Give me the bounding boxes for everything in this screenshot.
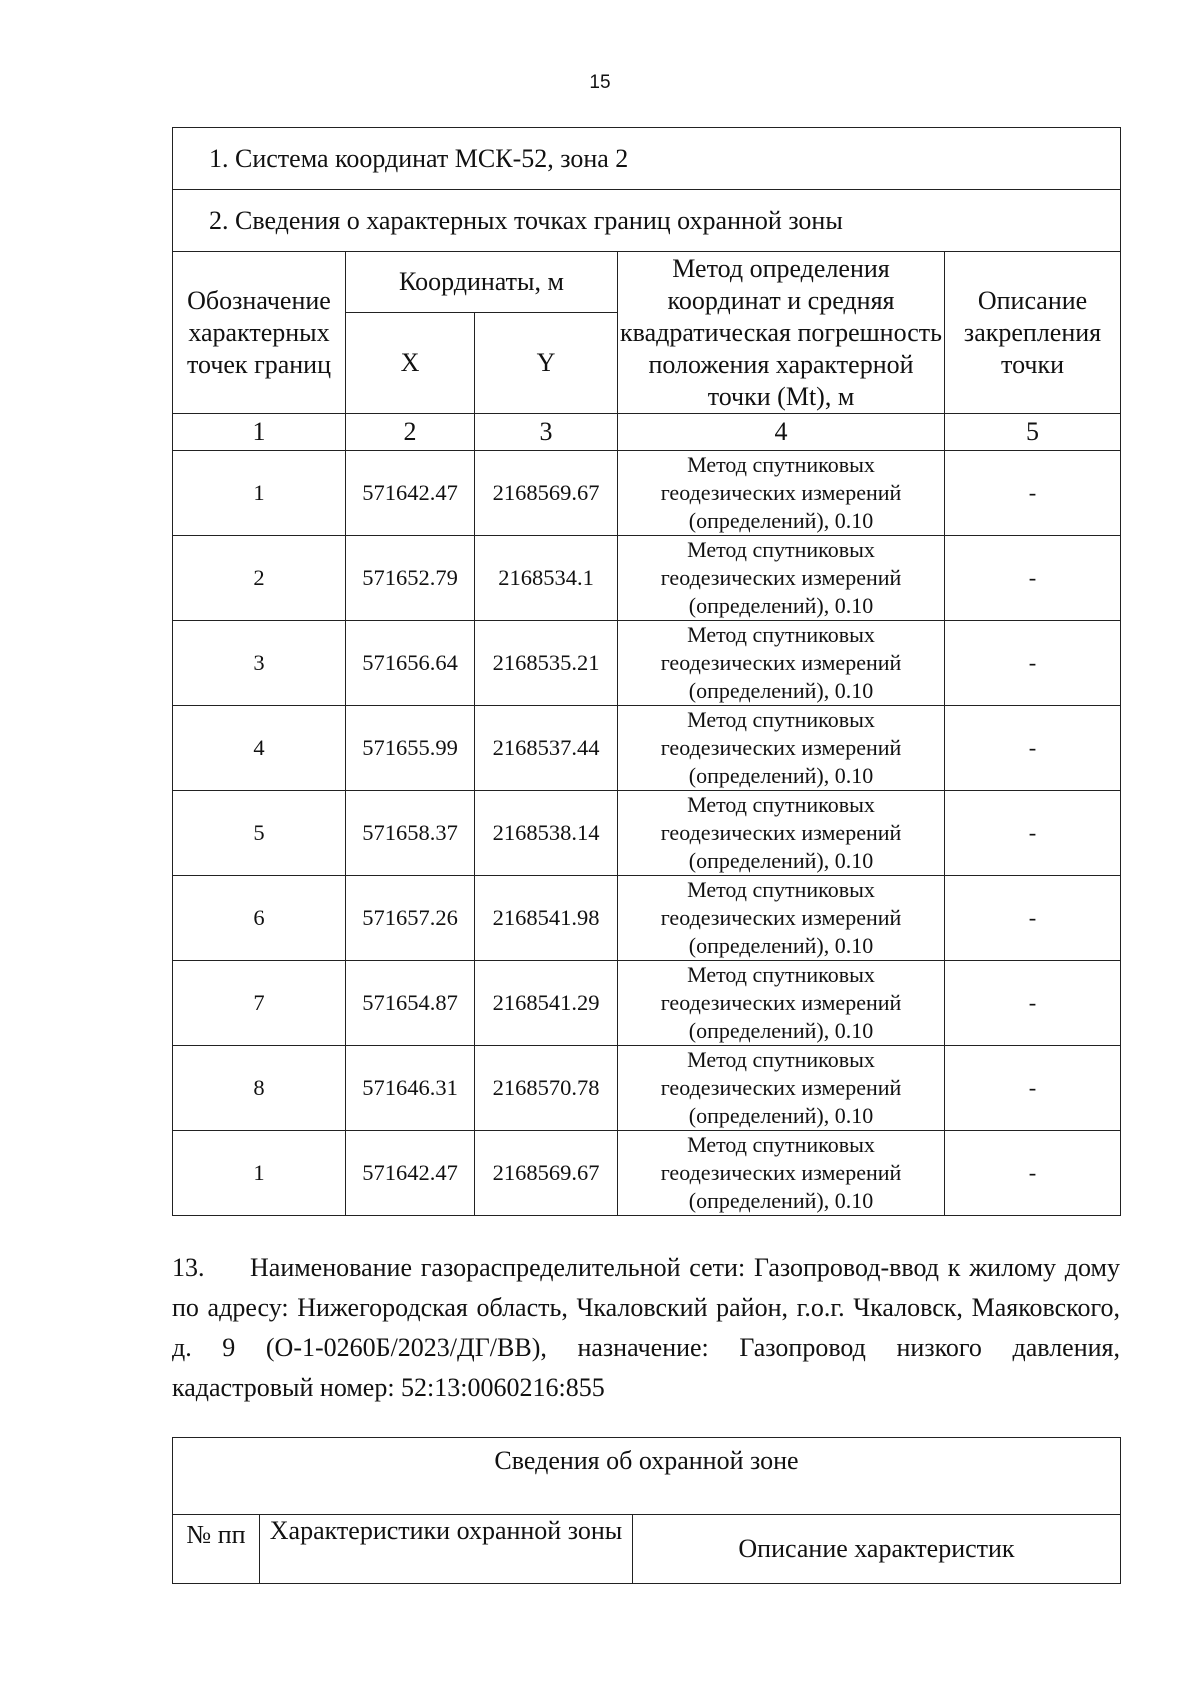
boundary-points-heading: 2. Сведения о характерных точках границ охранной зоны xyxy=(173,190,1121,252)
coordinates-header: Координаты, м xyxy=(346,252,618,313)
characteristics-description-header: Описание характеристик xyxy=(633,1515,1121,1584)
description-value: - xyxy=(945,536,1121,621)
x-value: 571657.26 xyxy=(346,876,475,961)
description-value: - xyxy=(945,1046,1121,1131)
point-id: 7 xyxy=(173,961,346,1046)
table-row xyxy=(173,706,1121,791)
table-row xyxy=(173,621,1121,706)
y-value: 2168541.29 xyxy=(475,961,618,1046)
table-row xyxy=(173,536,1121,621)
table-row xyxy=(173,451,1121,536)
method-value: Метод спутниковых геодезических измерений (определений), 0.10 xyxy=(618,536,945,621)
method-value: Метод спутниковых геодезических измерений (определений), 0.10 xyxy=(618,451,945,536)
point-id: 8 xyxy=(173,1046,346,1131)
x-value: 571652.79 xyxy=(346,536,475,621)
y-value: 2168535.21 xyxy=(475,621,618,706)
protection-zone-table xyxy=(172,1437,1121,1584)
x-header: X xyxy=(346,313,475,414)
column-number: 5 xyxy=(945,414,1121,451)
y-value: 2168541.98 xyxy=(475,876,618,961)
y-header: Y xyxy=(475,313,618,414)
x-value: 571654.87 xyxy=(346,961,475,1046)
method-value: Метод спутниковых геодезических измерений (определений), 0.10 xyxy=(618,706,945,791)
description-value: - xyxy=(945,706,1121,791)
description-value: - xyxy=(945,961,1121,1046)
point-id: 6 xyxy=(173,876,346,961)
x-value: 571642.47 xyxy=(346,451,475,536)
column-number: 1 xyxy=(173,414,346,451)
zone-table-title: Сведения об охранной зоне xyxy=(173,1438,1121,1515)
table-row xyxy=(173,961,1121,1046)
point-id: 4 xyxy=(173,706,346,791)
coordinates-table xyxy=(172,127,1121,1216)
point-id: 5 xyxy=(173,791,346,876)
y-value: 2168569.67 xyxy=(475,1131,618,1216)
description-value: - xyxy=(945,876,1121,961)
designation-header: Обозначение характерных точек границ xyxy=(173,252,346,414)
row-number-header: № пп xyxy=(173,1515,260,1584)
x-value: 571646.31 xyxy=(346,1046,475,1131)
point-id: 2 xyxy=(173,536,346,621)
method-value: Метод спутниковых геодезических измерений (определений), 0.10 xyxy=(618,621,945,706)
y-value: 2168569.67 xyxy=(475,451,618,536)
y-value: 2168537.44 xyxy=(475,706,618,791)
zone-characteristics-header: Характеристики охранной зоны xyxy=(260,1515,633,1584)
table-row xyxy=(173,791,1121,876)
method-value: Метод спутниковых геодезических измерений (определений), 0.10 xyxy=(618,1046,945,1131)
method-header: Метод определения координат и средняя квадратическая погрешность положения характерной точки (Mt), м xyxy=(618,252,945,414)
point-id: 1 xyxy=(173,1131,346,1216)
x-value: 571658.37 xyxy=(346,791,475,876)
method-value: Метод спутниковых геодезических измерений (определений), 0.10 xyxy=(618,876,945,961)
description-value: - xyxy=(945,1131,1121,1216)
point-id: 1 xyxy=(173,451,346,536)
x-value: 571642.47 xyxy=(346,1131,475,1216)
point-id: 3 xyxy=(173,621,346,706)
y-value: 2168570.78 xyxy=(475,1046,618,1131)
section-number: 13. xyxy=(172,1253,205,1282)
x-value: 571656.64 xyxy=(346,621,475,706)
y-value: 2168538.14 xyxy=(475,791,618,876)
method-value: Метод спутниковых геодезических измерений (определений), 0.10 xyxy=(618,961,945,1046)
description-value: - xyxy=(945,621,1121,706)
table-row xyxy=(173,1131,1121,1216)
description-value: - xyxy=(945,791,1121,876)
table-row xyxy=(173,1046,1121,1131)
method-value: Метод спутниковых геодезических измерений (определений), 0.10 xyxy=(618,791,945,876)
x-value: 571655.99 xyxy=(346,706,475,791)
column-number: 3 xyxy=(475,414,618,451)
section-13-paragraph xyxy=(172,1248,1120,1408)
description-header: Описание закрепления точки xyxy=(945,252,1121,414)
table-row xyxy=(173,876,1121,961)
coordinate-system-heading: 1. Система координат МСК-52, зона 2 xyxy=(173,128,1121,190)
column-number: 2 xyxy=(346,414,475,451)
section-text: Наименование газораспределительной сети: Газопровод-ввод к жилому дому по адресу: Нижегородская область, Чкаловский район, г.о.г. Чкаловск, Маяковского, д. 9 (О-1-0260Б/2023/ДГ/ВВ), назначение: Газопровод низкого давления, кадастровый номер: 52:13:0060216:855 xyxy=(172,1253,1120,1402)
page-number: 15 xyxy=(589,72,611,93)
method-value: Метод спутниковых геодезических измерений (определений), 0.10 xyxy=(618,1131,945,1216)
y-value: 2168534.1 xyxy=(475,536,618,621)
column-number: 4 xyxy=(618,414,945,451)
description-value: - xyxy=(945,451,1121,536)
